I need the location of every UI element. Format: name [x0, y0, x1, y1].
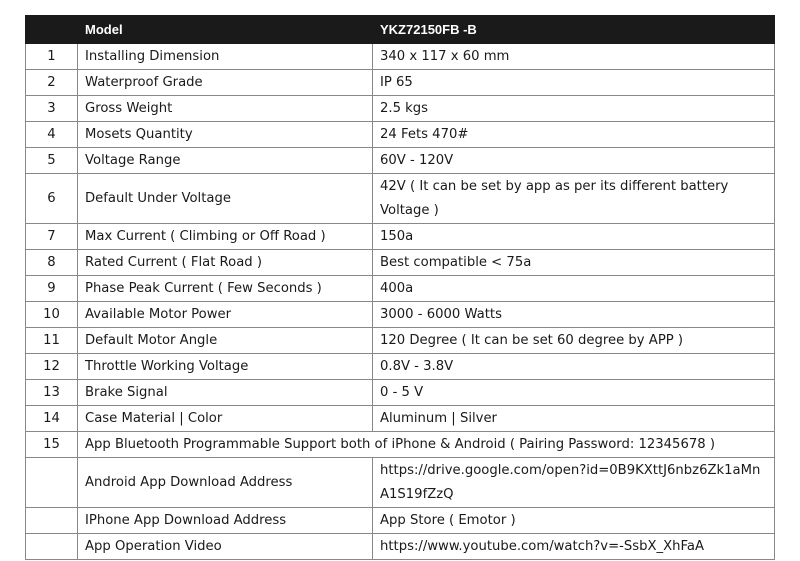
- row-number: 11: [26, 328, 78, 354]
- header-number-cell: [26, 16, 78, 44]
- row-item: Case Material | Color: [78, 406, 373, 432]
- header-model-value: YKZ72150FB -B: [373, 16, 775, 44]
- row-value: 42V ( It can be set by app as per its different battery Voltage ): [373, 174, 775, 224]
- row-value: 120 Degree ( It can be set 60 degree by APP ): [373, 328, 775, 354]
- row-number: 1: [26, 44, 78, 70]
- table-row: [26, 276, 775, 302]
- row-item: Rated Current ( Flat Road ): [78, 250, 373, 276]
- row-value: 60V - 120V: [373, 148, 775, 174]
- table-row: [26, 224, 775, 250]
- row-item: Throttle Working Voltage: [78, 354, 373, 380]
- row-item-merged: App Bluetooth Programmable Support both of iPhone & Android ( Pairing Password: 12345678 ): [78, 432, 775, 458]
- table-row: [26, 406, 775, 432]
- row-number: [26, 458, 78, 508]
- row-number: 10: [26, 302, 78, 328]
- row-number: 15: [26, 432, 78, 458]
- table-row: [26, 458, 775, 508]
- row-number: 4: [26, 122, 78, 148]
- row-item: IPhone App Download Address: [78, 508, 373, 534]
- row-number: 3: [26, 96, 78, 122]
- row-number: 7: [26, 224, 78, 250]
- row-value: Aluminum | Silver: [373, 406, 775, 432]
- table-row: [26, 44, 775, 70]
- row-item: Gross Weight: [78, 96, 373, 122]
- row-value: 24 Fets 470#: [373, 122, 775, 148]
- table-row: [26, 380, 775, 406]
- row-number: 5: [26, 148, 78, 174]
- row-item: Waterproof Grade: [78, 70, 373, 96]
- row-item: Voltage Range: [78, 148, 373, 174]
- row-number: 14: [26, 406, 78, 432]
- header-row: [26, 16, 775, 44]
- row-item: Mosets Quantity: [78, 122, 373, 148]
- table-row: [26, 122, 775, 148]
- row-value: 0 - 5 V: [373, 380, 775, 406]
- table-row: [26, 174, 775, 224]
- row-value: 400a: [373, 276, 775, 302]
- row-item: Installing Dimension: [78, 44, 373, 70]
- row-number: [26, 534, 78, 560]
- android-download-link[interactable]: https://drive.google.com/open?id=0B9KXttJ6nbz6Zk1aMnA1S19fZzQ: [373, 458, 775, 508]
- video-link[interactable]: https://www.youtube.com/watch?v=-SsbX_XhFaA: [373, 534, 775, 560]
- row-item: Available Motor Power: [78, 302, 373, 328]
- table-row: [26, 432, 775, 458]
- table-row: [26, 96, 775, 122]
- row-value: IP 65: [373, 70, 775, 96]
- row-value: 340 x 117 x 60 mm: [373, 44, 775, 70]
- table-row: [26, 148, 775, 174]
- row-item: Brake Signal: [78, 380, 373, 406]
- row-number: 6: [26, 174, 78, 224]
- row-item: App Operation Video: [78, 534, 373, 560]
- row-value: App Store ( Emotor ): [373, 508, 775, 534]
- row-value: 0.8V - 3.8V: [373, 354, 775, 380]
- row-number: 8: [26, 250, 78, 276]
- row-value: 3000 - 6000 Watts: [373, 302, 775, 328]
- row-item: Default Under Voltage: [78, 174, 373, 224]
- row-value: Best compatible < 75a: [373, 250, 775, 276]
- row-number: 9: [26, 276, 78, 302]
- table-row: [26, 302, 775, 328]
- row-item: Max Current ( Climbing or Off Road ): [78, 224, 373, 250]
- row-item: Default Motor Angle: [78, 328, 373, 354]
- row-value: 2.5 kgs: [373, 96, 775, 122]
- row-number: 13: [26, 380, 78, 406]
- row-item: Android App Download Address: [78, 458, 373, 508]
- row-value: 150a: [373, 224, 775, 250]
- table-row: [26, 508, 775, 534]
- table-row: [26, 328, 775, 354]
- table-row: [26, 534, 775, 560]
- table-row: [26, 354, 775, 380]
- header-model-label: Model: [78, 16, 373, 44]
- spec-table: [25, 15, 775, 560]
- row-number: [26, 508, 78, 534]
- row-number: 12: [26, 354, 78, 380]
- row-number: 2: [26, 70, 78, 96]
- table-row: [26, 250, 775, 276]
- table-row: [26, 70, 775, 96]
- row-item: Phase Peak Current ( Few Seconds ): [78, 276, 373, 302]
